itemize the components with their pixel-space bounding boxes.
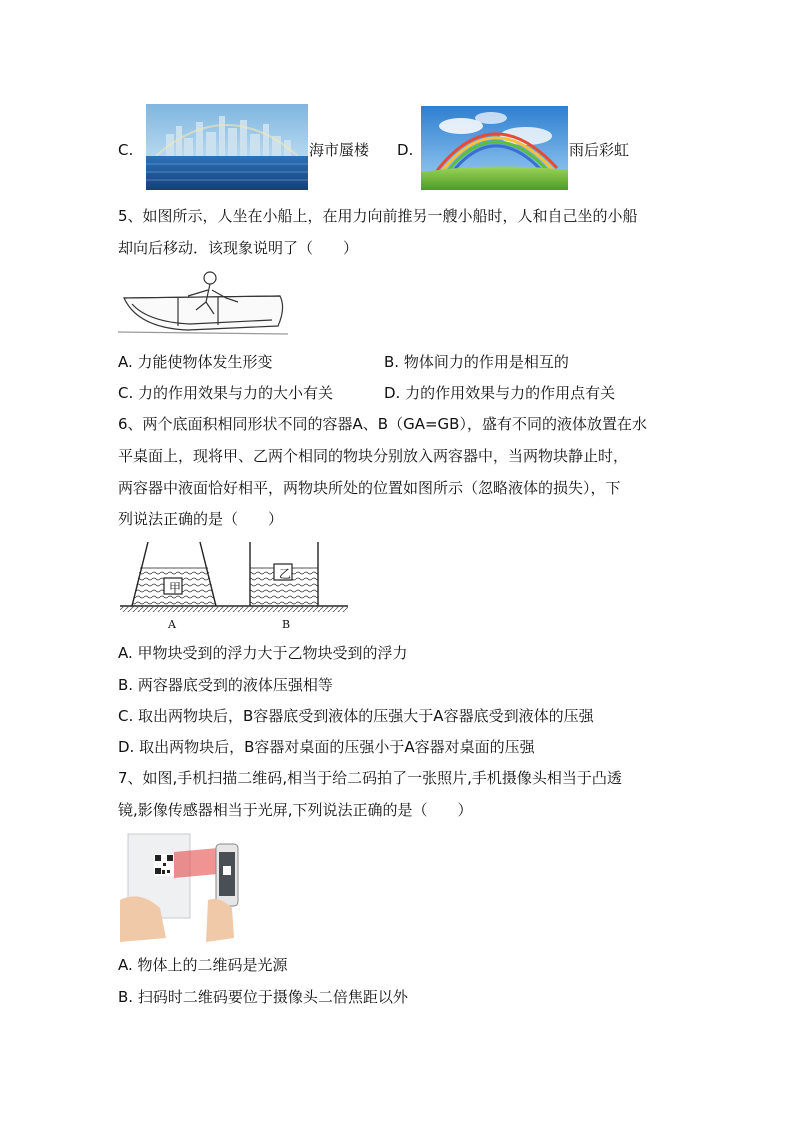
mirage-image: [146, 104, 308, 190]
qr-scan-figure: [120, 830, 242, 942]
block-yi-label: 乙: [278, 567, 291, 581]
q6-stem-line1: 6、两个底面积相同形状不同的容器A、B（GA=GB），盛有不同的液体放置在水: [118, 415, 647, 433]
q5-stem-line1: 5、如图所示，人坐在小船上，在用力向前推另一艘小船时，人和自己坐的小船: [118, 207, 638, 225]
q7-stem-line1: 7、如图,手机扫描二维码,相当于给二码拍了一张照片,手机摄像头相当于凸透: [118, 769, 622, 787]
q5-option-a: A. 力能使物体发生形变: [118, 353, 273, 371]
q6-stem-line2: 平桌面上，现将甲、乙两个相同的物块分别放入两容器中，当两物块静止时，: [118, 447, 629, 465]
q6-option-a: A. 甲物块受到的浮力大于乙物块受到的浮力: [118, 644, 408, 662]
container-a-label: A: [168, 618, 176, 631]
q5-option-d: D. 力的作用效果与力的作用点有关: [384, 384, 616, 402]
q5-option-c: C. 力的作用效果与力的大小有关: [118, 384, 334, 402]
q6-option-d: D. 取出两物块后，B容器对桌面的压强小于A容器对桌面的压强: [118, 738, 535, 756]
option-d-letter: D.: [397, 141, 414, 159]
q7-option-a: A. 物体上的二维码是光源: [118, 956, 288, 974]
block-jia-label: 甲: [168, 581, 181, 595]
q7-stem-line2: 镜,影像传感器相当于光屏,下列说法正确的是（ ）: [118, 801, 473, 819]
option-c-letter: C.: [118, 141, 134, 159]
containers-figure: [120, 540, 348, 634]
container-b-label: B: [282, 618, 291, 631]
boat-figure: [118, 268, 288, 338]
rainbow-image: [421, 106, 568, 190]
q6-stem-line3: 两容器中液面恰好相平，两物块所处的位置如图所示（忽略液体的损失），下: [118, 479, 621, 497]
q7-option-b: B. 扫码时二维码要位于摄像头二倍焦距以外: [118, 988, 408, 1006]
q5-stem-line2: 却向后移动．该现象说明了（ ）: [118, 239, 359, 257]
q5-option-b: B. 物体间力的作用是相互的: [384, 353, 569, 371]
q6-option-c: C. 取出两物块后，B容器底受到液体的压强大于A容器底受到液体的压强: [118, 707, 594, 725]
option-c-caption: 海市蜃楼: [309, 141, 370, 159]
option-d-caption: 雨后彩虹: [569, 141, 630, 159]
q6-stem-line4: 列说法正确的是（ ）: [118, 510, 284, 528]
q6-option-b: B. 两容器底受到的液体压强相等: [118, 676, 333, 694]
